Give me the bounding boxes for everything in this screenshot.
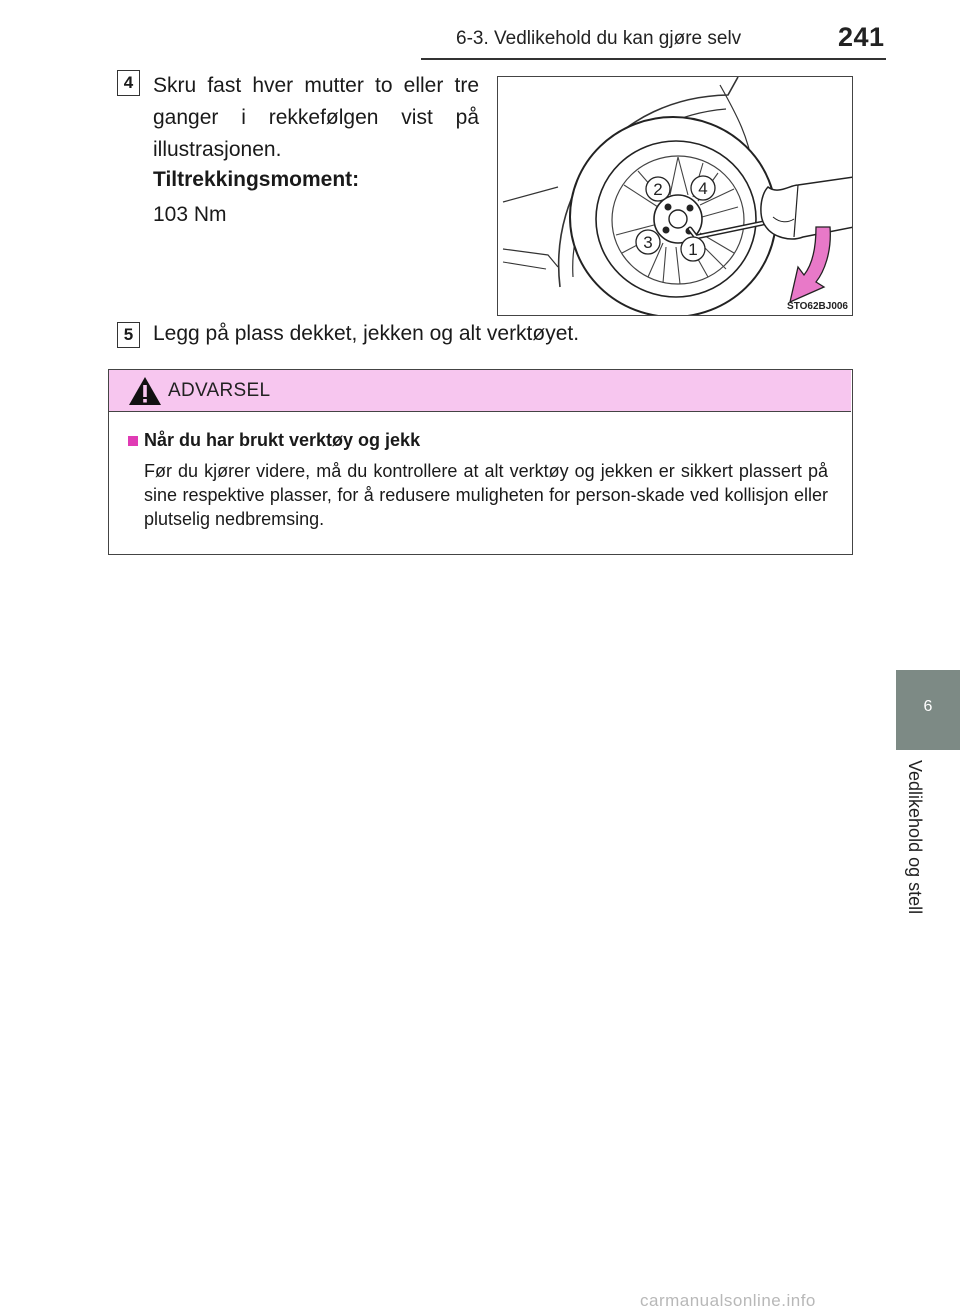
torque-value: 103 Nm — [153, 203, 227, 226]
svg-text:2: 2 — [653, 180, 663, 199]
header-rule — [421, 58, 886, 60]
warning-title: ADVARSEL — [168, 380, 271, 401]
warning-header — [109, 370, 851, 412]
chapter-number: 6 — [923, 698, 933, 715]
step-badge-5: 5 — [117, 322, 140, 348]
page-number: 241 — [838, 22, 885, 52]
bullet-square-icon — [128, 436, 138, 446]
wheel-lug-wrench-icon — [498, 77, 853, 316]
step-4-text: Skru fast hver mutter to eller tre ganger i rekkefølgen vist på illustrasjonen. — [153, 74, 479, 161]
step-badge-4: 4 — [117, 70, 140, 96]
svg-text:3: 3 — [643, 233, 653, 252]
page-header — [0, 20, 960, 60]
step-5-text: Legg på plass dekket, jekken og alt verktøyet. — [153, 322, 580, 345]
warning-box — [108, 369, 853, 555]
illustration-code: STO62BJ006 — [787, 301, 848, 312]
watermark: carmanualsonline.info — [640, 1291, 816, 1310]
section-title: 6-3. Vedlikehold du kan gjøre selv — [456, 28, 742, 49]
warning-subheading: Når du har brukt verktøy og jekk — [144, 430, 421, 450]
svg-text:1: 1 — [688, 240, 698, 259]
svg-text:4: 4 — [698, 179, 708, 198]
torque-label: Tiltrekkingsmoment: — [153, 168, 360, 191]
wheel-illustration — [497, 76, 853, 316]
warning-text: Før du kjører videre, må du kontrollere at alt verktøy og jekken er sikkert plassert på sine respektive plasser, for å redusere muligheten for person-skade ved kollisjon eller plutselig nedbremsing. — [144, 461, 828, 529]
chapter-tab — [896, 670, 960, 750]
warning-triangle-icon — [128, 376, 162, 406]
chapter-label-text: Vedlikehold og stell — [905, 760, 925, 915]
chapter-label — [894, 760, 934, 940]
warning-body — [109, 413, 851, 554]
